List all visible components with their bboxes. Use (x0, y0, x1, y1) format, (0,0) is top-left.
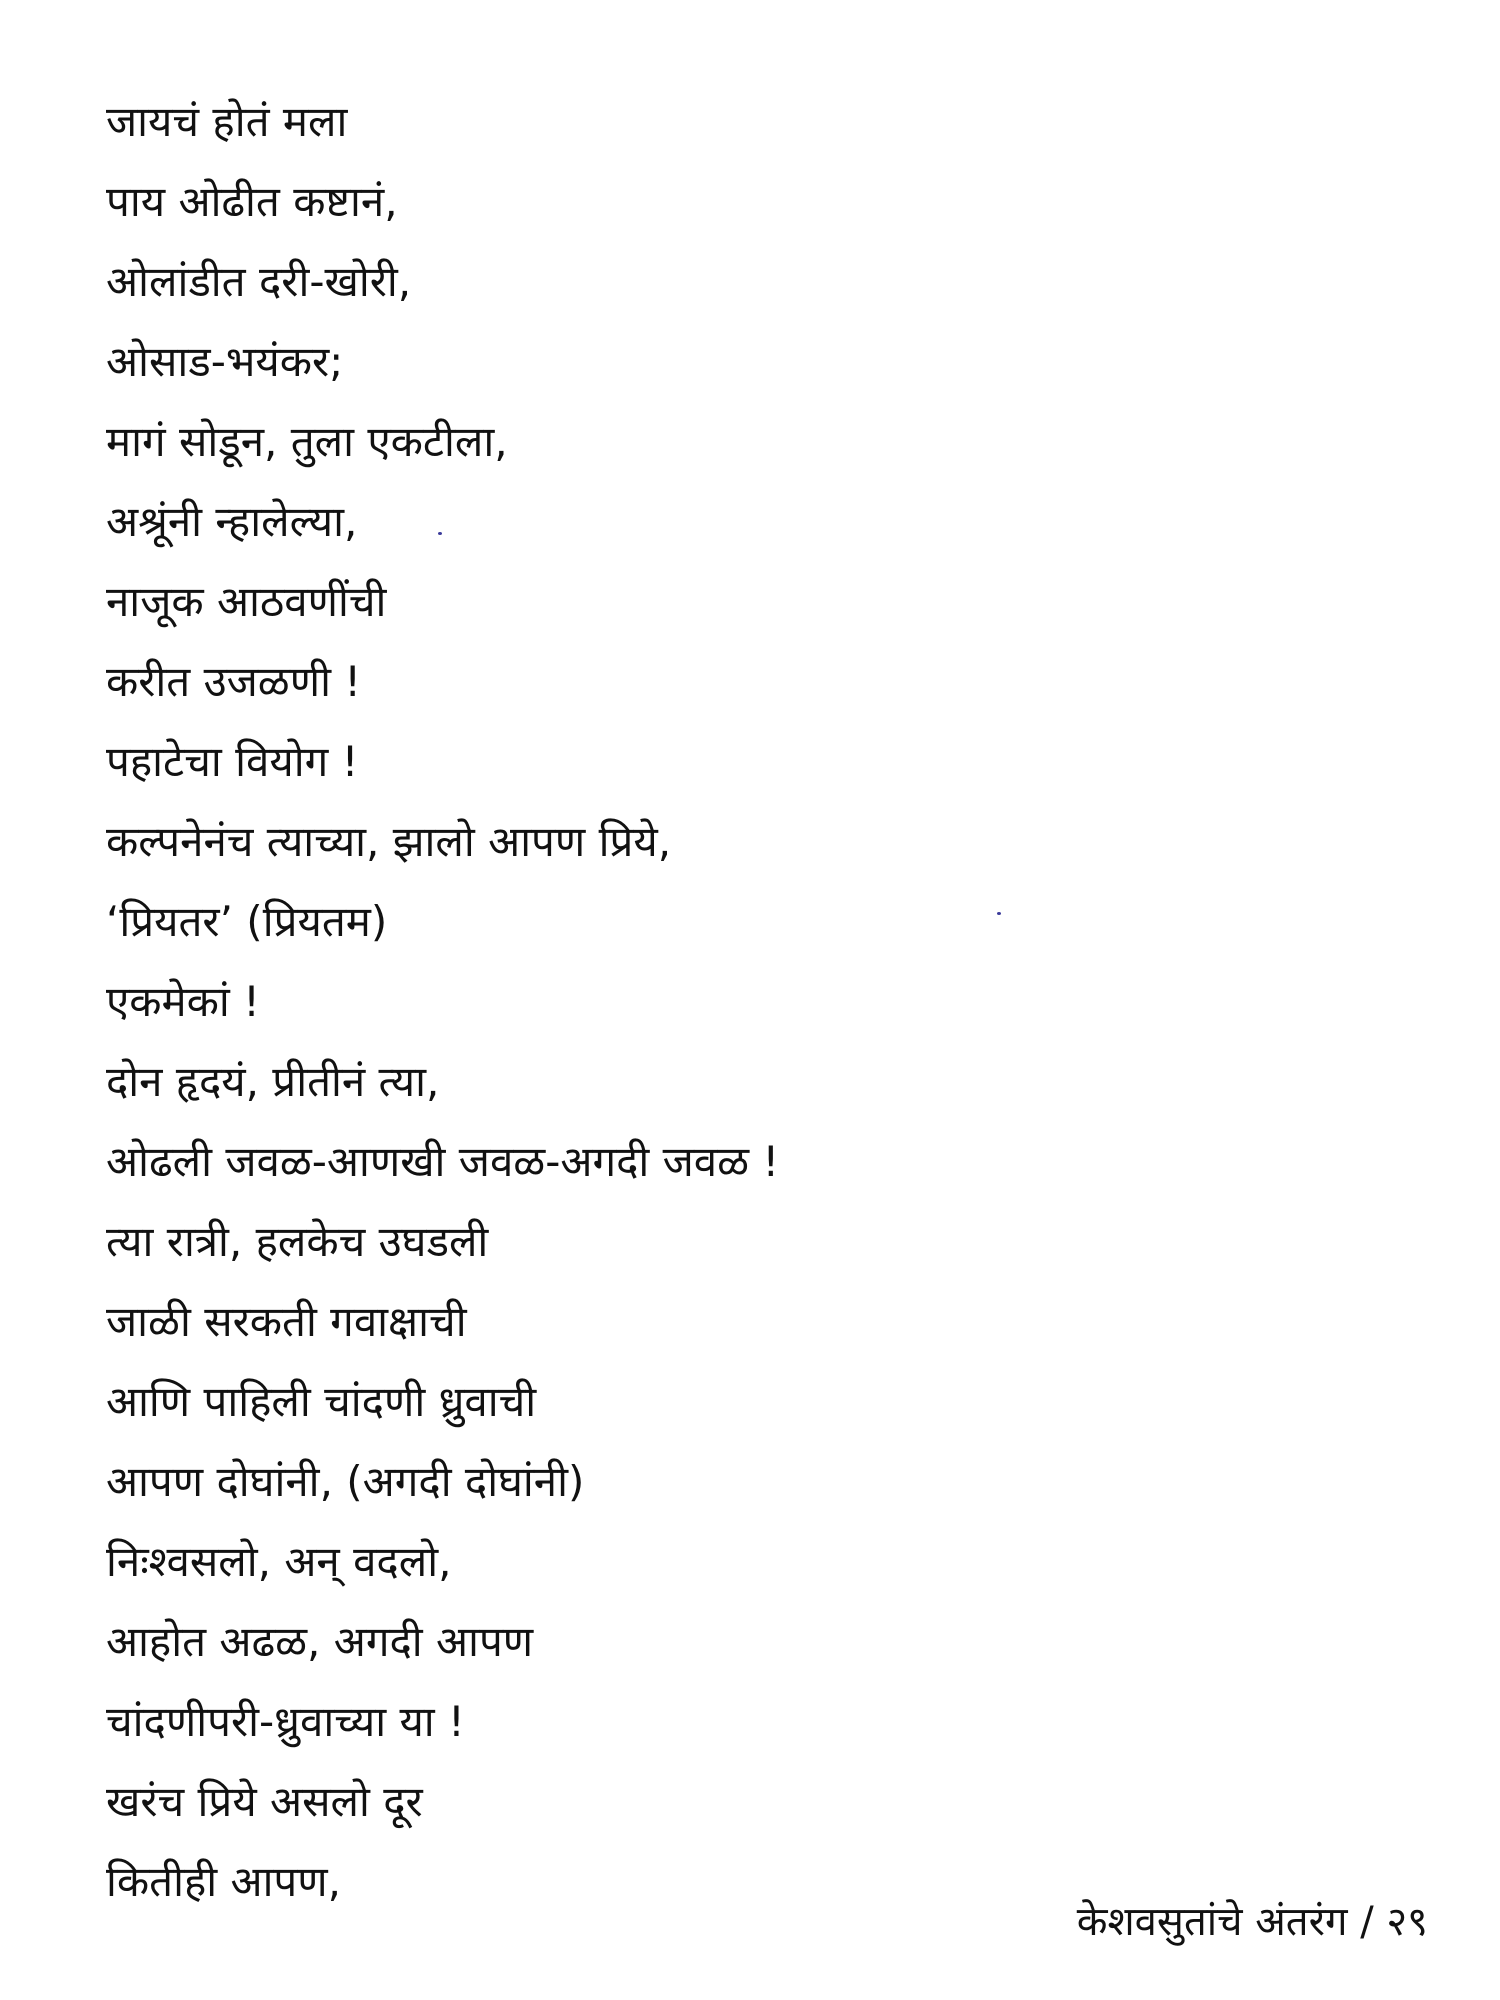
poem-line: अश्रूंनी न्हालेल्या, (106, 497, 358, 546)
poem-line: जायचं होतं मला (106, 97, 348, 146)
poem-line: आपण दोघांनी, (अगदी दोघांनी) (106, 1457, 585, 1506)
poem-line: नाजूक आठवणींची (106, 577, 387, 626)
poem-line: खरंच प्रिये असलो दूर (106, 1777, 423, 1826)
poem-line: करीत उजळणी ! (106, 657, 362, 706)
scan-speck (438, 532, 442, 535)
poem-line: निःश्वसलो, अन् वदलो, (106, 1537, 452, 1586)
page-footer: केशवसुतांचे अंतरंग / २९ (1076, 1899, 1428, 1945)
poem-line: पहाटेचा वियोग ! (106, 737, 359, 786)
poem-line: ओसाड-भयंकर; (106, 337, 344, 386)
poem-line: ओलांडीत दरी-खोरी, (106, 257, 412, 306)
poem-line: पाय ओढीत कष्टानं, (106, 177, 398, 226)
poem-line: चांदणीपरी-ध्रुवाच्या या ! (106, 1697, 465, 1746)
poem-line: जाळी सरकती गवाक्षाची (106, 1297, 467, 1346)
poem-line: ओढली जवळ-आणखी जवळ-अगदी जवळ ! (106, 1137, 780, 1186)
poem-line: ‘प्रियतर’ (प्रियतम) (106, 897, 388, 946)
poem-line: आणि पाहिली चांदणी ध्रुवाची (106, 1377, 537, 1426)
poem-body (106, 82, 779, 1922)
poem-line: आहोत अढळ, अगदी आपण (106, 1617, 534, 1666)
poem-line: एकमेकां ! (106, 977, 260, 1026)
poem-line: कितीही आपण, (106, 1857, 341, 1906)
scan-speck (997, 912, 1001, 915)
poem-line: त्या रात्री, हलकेच उघडली (106, 1217, 489, 1266)
poem-line: कल्पनेनंच त्याच्या, झालो आपण प्रिये, (106, 817, 672, 866)
poem-line: दोन हृदयं, प्रीतीनं त्या, (106, 1057, 440, 1106)
poem-line: मागं सोडून, तुला एकटीला, (106, 417, 508, 466)
